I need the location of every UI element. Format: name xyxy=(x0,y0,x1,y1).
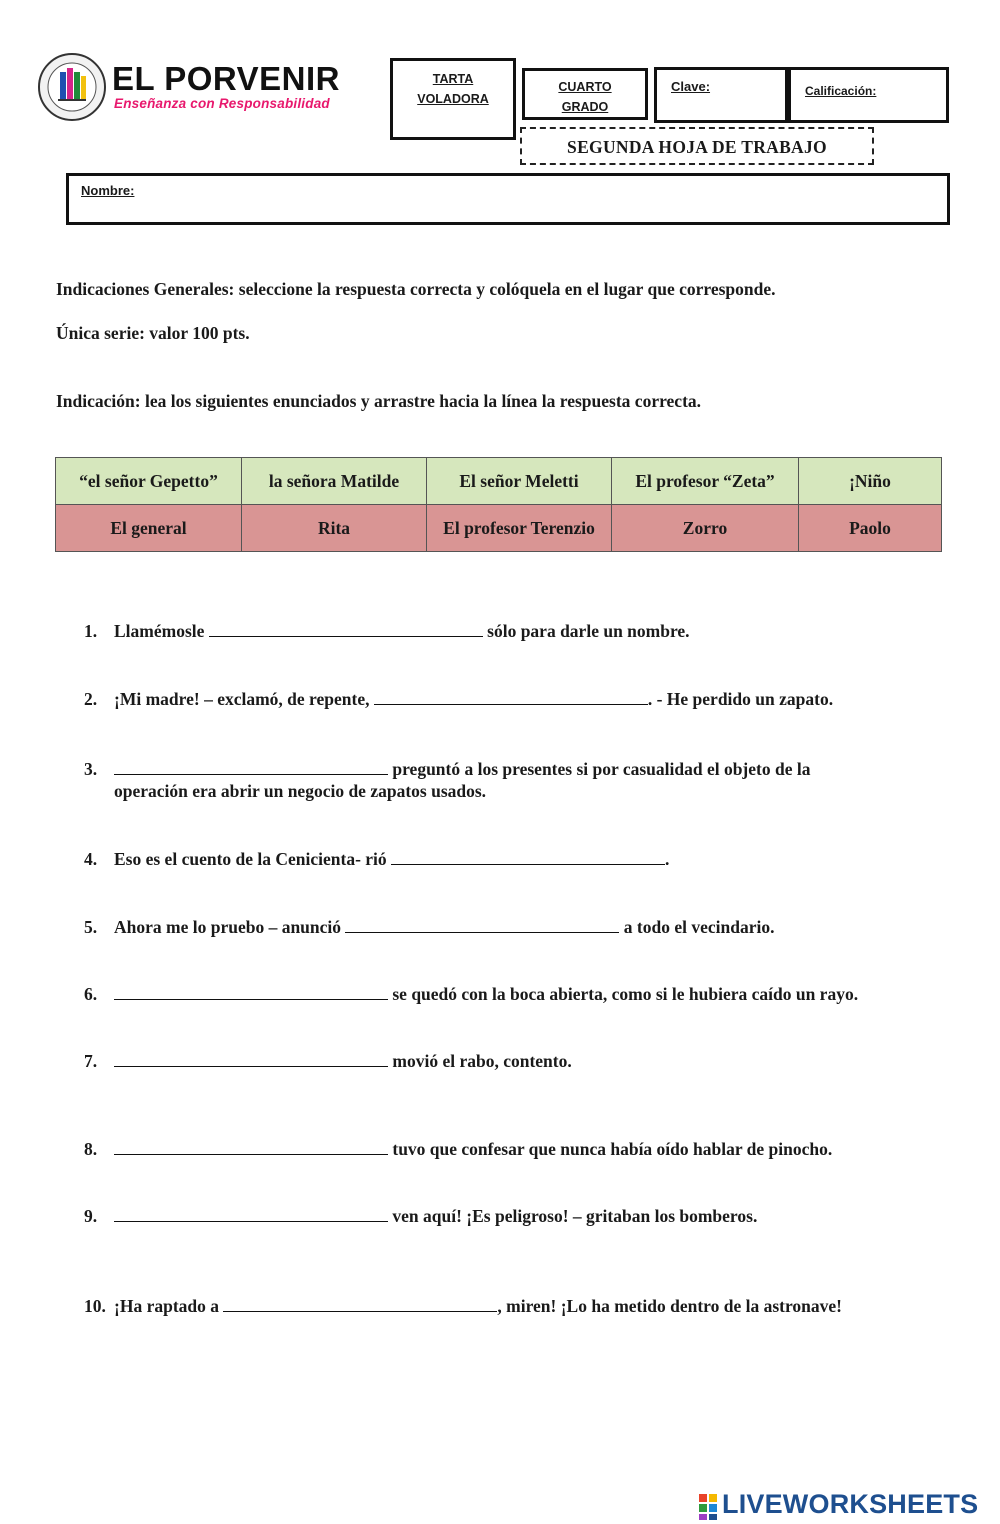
question-text: , miren! ¡Lo ha metido dentro de la astronave! xyxy=(497,1296,843,1316)
clave-box[interactable] xyxy=(654,67,788,123)
question-1 xyxy=(84,620,924,642)
sheet-title: SEGUNDA HOJA DE TRABAJO xyxy=(520,127,874,165)
draggable-answer[interactable]: ¡Niño xyxy=(799,458,942,505)
question-6 xyxy=(84,983,924,1005)
question-number: 7. xyxy=(84,1051,98,1071)
question-text: . xyxy=(665,849,670,869)
word-bank-row-2 xyxy=(56,505,942,552)
question-2 xyxy=(84,688,924,710)
question-text: ¡Ha raptado a xyxy=(114,1296,224,1316)
name-label: Nombre: xyxy=(81,183,135,198)
calificacion-label: Calificación: xyxy=(805,84,877,98)
answer-drop-zone[interactable] xyxy=(209,620,483,637)
question-text: Llamémosle xyxy=(114,621,209,641)
draggable-answer[interactable]: “el señor Gepetto” xyxy=(56,458,242,505)
question-number: 8. xyxy=(84,1139,98,1159)
general-instructions: Indicaciones Generales: seleccione la respuesta correcta y colóquela en el lugar que corresponde. xyxy=(56,279,776,299)
answer-drop-zone[interactable] xyxy=(114,983,388,1000)
liveworksheets-brand: LIVEWORKSHEETS xyxy=(722,1489,979,1519)
book-title-box xyxy=(390,58,516,140)
book-title-line2: VOLADORA xyxy=(417,92,489,106)
question-8 xyxy=(84,1138,924,1160)
question-9 xyxy=(84,1205,924,1227)
draggable-answer[interactable]: Rita xyxy=(242,505,427,552)
question-text: Ahora me lo pruebo – anunció xyxy=(114,917,346,937)
draggable-answer[interactable]: Zorro xyxy=(612,505,799,552)
draggable-answer[interactable]: El señor Meletti xyxy=(427,458,612,505)
liveworksheets-logo-icon xyxy=(698,1492,720,1522)
answer-drop-zone[interactable] xyxy=(345,916,619,933)
question-number: 6. xyxy=(84,984,98,1004)
question-text: movió el rabo, contento. xyxy=(388,1051,572,1071)
question-text-continued: operación era abrir un negocio de zapatos usados. xyxy=(114,781,487,801)
question-number: 2. xyxy=(84,689,98,709)
grade-box xyxy=(522,68,648,120)
question-text: ¡Mi madre! – exclamó, de repente, xyxy=(114,689,374,709)
grade-line1: CUARTO xyxy=(558,80,612,94)
question-number: 1. xyxy=(84,621,98,641)
answer-drop-zone[interactable] xyxy=(114,758,388,775)
clave-label: Clave: xyxy=(671,79,711,94)
question-text: ven aquí! ¡Es peligroso! – gritaban los bomberos. xyxy=(388,1206,758,1226)
question-number: 9. xyxy=(84,1206,98,1226)
question-text: sólo para darle un nombre. xyxy=(482,621,690,641)
draggable-answer[interactable]: Paolo xyxy=(799,505,942,552)
question-4 xyxy=(84,848,924,870)
question-3 xyxy=(84,758,924,802)
answer-drop-zone[interactable] xyxy=(223,1295,497,1312)
draggable-answer[interactable]: El general xyxy=(56,505,242,552)
question-10 xyxy=(84,1295,924,1317)
question-text: Eso es el cuento de la Cenicienta- rió xyxy=(114,849,392,869)
name-field[interactable] xyxy=(66,173,950,225)
grade-line2: GRADO xyxy=(561,100,609,114)
question-number: 10. xyxy=(84,1296,106,1316)
school-name: EL PORVENIR xyxy=(112,60,341,97)
answer-drop-zone[interactable] xyxy=(114,1138,388,1155)
calificacion-box[interactable] xyxy=(788,67,949,123)
question-text: . - He perdido un zapato. xyxy=(647,689,834,709)
word-bank-row-1 xyxy=(56,458,942,505)
series-value: Única serie: valor 100 pts. xyxy=(56,323,250,343)
answer-drop-zone[interactable] xyxy=(391,848,665,865)
school-motto: Enseñanza con Responsabilidad xyxy=(114,96,330,111)
answer-drop-zone[interactable] xyxy=(114,1205,388,1222)
answer-drop-zone[interactable] xyxy=(114,1050,388,1067)
question-7 xyxy=(84,1050,924,1072)
task-instruction: Indicación: lea los siguientes enunciados y arrastre hacia la línea la respuesta correcta. xyxy=(56,391,702,411)
question-number: 5. xyxy=(84,917,98,937)
question-number: 4. xyxy=(84,849,98,869)
question-5 xyxy=(84,916,924,938)
word-bank-table xyxy=(55,457,942,552)
book-title-line1: TARTA xyxy=(432,72,474,86)
draggable-answer[interactable]: El profesor Terenzio xyxy=(427,505,612,552)
question-text: se quedó con la boca abierta, como si le hubiera caído un rayo. xyxy=(388,984,859,1004)
draggable-answer[interactable]: El profesor “Zeta” xyxy=(612,458,799,505)
question-text: tuvo que confesar que nunca había oído hablar de pinocho. xyxy=(388,1139,833,1159)
question-number: 3. xyxy=(84,759,98,779)
question-text: preguntó a los presentes si por casualidad el objeto de la xyxy=(388,759,811,779)
answer-drop-zone[interactable] xyxy=(374,688,648,705)
draggable-answer[interactable]: la señora Matilde xyxy=(242,458,427,505)
question-text: a todo el vecindario. xyxy=(619,917,775,937)
school-seal-icon xyxy=(36,52,108,122)
